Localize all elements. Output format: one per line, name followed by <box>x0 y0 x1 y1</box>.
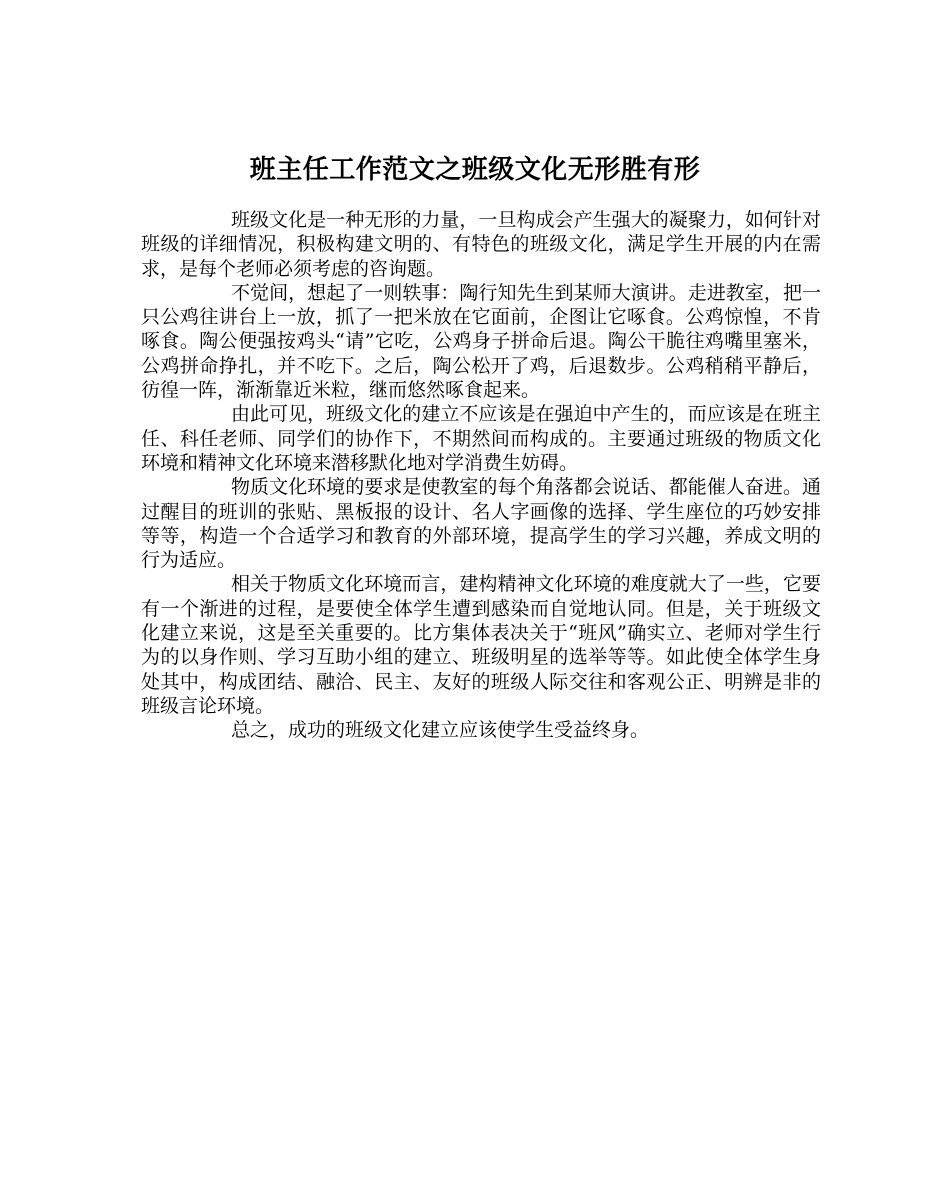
document-body <box>141 208 821 743</box>
paragraph-material-environment: 物质文化环境的要求是使教室的每个角落都会说话、都能催人奋进。通过醒目的班训的张贴、黑板报的设计、名人字画像的选择、学生座位的巧妙安排等等，构造一个合适学习和教育的外部环境，提高学生的学习兴趣，养成文明的行为适应。 <box>141 476 821 572</box>
paragraph-conclusion-of-anecdote: 由此可见，班级文化的建立不应该是在强迫中产生的，而应该是在班主任、科任老师、同学们的协作下，不期然间而构成的。主要通过班级的物质文化环境和精神文化环境来潜移默化地对学消费生妨碍。 <box>141 403 821 474</box>
paragraph-intro: 班级文化是一种无形的力量，一旦构成会产生强大的凝聚力，如何针对班级的详细情况，积极构建文明的、有特色的班级文化，满足学生开展的内在需求，是每个老师必须考虑的咨询题。 <box>141 209 821 280</box>
paragraph-spiritual-environment: 相关于物质文化环境而言，建构精神文化环境的难度就大了一些，它要有一个渐进的过程，是要使全体学生遭到感染而自觉地认同。但是，关于班级文化建立来说，这是至关重要的。比方集体表决关于“班风”确实立、老师对学生行为的以身作则、学习互助小组的建立、班级明星的选举等等。如此使全体学生身处其中，构成团结、融洽、民主、友好的班级人际交往和客观公正、明辨是非的班级言论环境。 <box>141 573 821 717</box>
paragraph-anecdote: 不觉间，想起了一则轶事：陶行知先生到某师大演讲。走进教室，把一只公鸡往讲台上一放，抓了一把米放在它面前，企图让它啄食。公鸡惊惶，不肯啄食。陶公便强按鸡头“请”它吃，公鸡身子拼命后退。陶公干脆往鸡嘴里塞米，公鸡拼命挣扎，并不吃下。之后，陶公松开了鸡，后退数步。公鸡稍稍平静后，彷徨一阵，渐渐靠近米粒，继而悠然啄食起来。 <box>141 281 821 402</box>
paragraph-summary: 总之，成功的班级文化建立应该使学生受益终身。 <box>231 719 650 742</box>
document-title: 班主任工作范文之班级文化无形胜有形 <box>249 155 701 186</box>
